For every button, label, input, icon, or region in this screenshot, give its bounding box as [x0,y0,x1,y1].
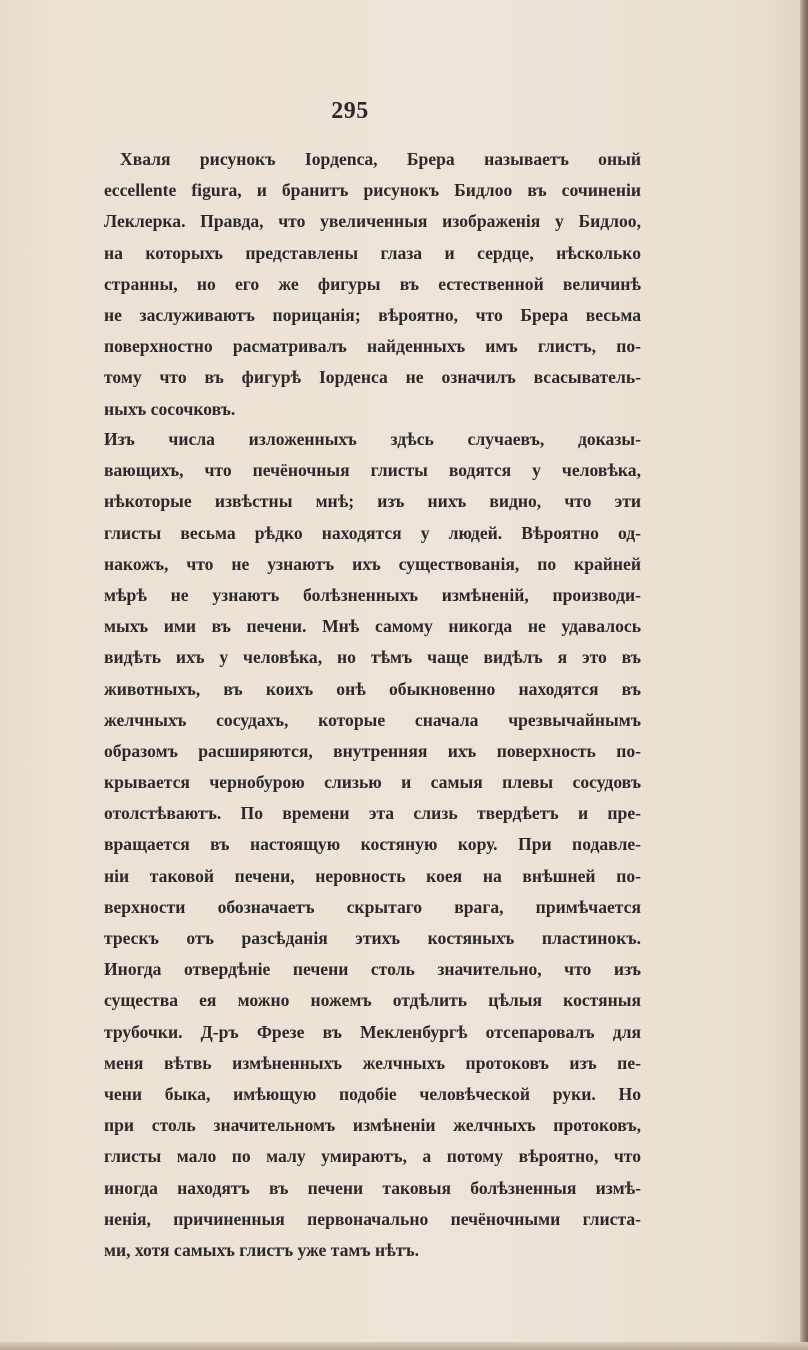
text-line: верхности обозначаетъ скрытаго врага, примѣчается [104,896,641,917]
text-line: нѣкоторые извѣстны мнѣ; изъ нихъ видно, что эти [104,491,641,512]
text-line: чени быка, имѣющую подобіе человѣческой руки. Но [104,1083,641,1104]
text-line: на которыхъ представлены глаза и сердце, нѣсколько [104,242,641,263]
text-line: ныхъ сосочковъ. [104,398,236,419]
text-line: крывается чернобурою слизью и самыя плевы сосудовъ [104,772,641,793]
paragraph-2 [104,424,641,1266]
text-line: Иногда отвердѣніе печени столь значительно, что изъ [104,959,641,980]
text-line: трубочки. Д-ръ Фрезе въ Мекленбургѣ отсепаровалъ для [104,1021,641,1042]
page-bottom-edge [0,1342,808,1350]
text-line: Леклерка. Правда, что увеличенныя изображенія у Бидлоо, [104,211,641,232]
text-line: ненія, причиненныя первоначально печёночными глиста- [104,1208,641,1229]
text-line: при столь значительномъ измѣненіи желчныхъ протоковъ, [104,1115,641,1136]
paragraph-1 [104,144,641,425]
text-line: животныхъ, въ коихъ онѣ обыкновенно находятся въ [104,678,641,699]
text-line: тому что въ фигурѣ Іорденса не означилъ всасыватель- [104,367,641,388]
text-line: желчныхъ сосудахъ, которые сначала чрезвычайнымъ [104,709,641,730]
text-line: глисты мало по малу умираютъ, а потому вѣроятно, что [104,1146,641,1167]
text-line: накожъ, что не узнаютъ ихъ существованія, по крайней [104,553,641,574]
text-line: иногда находятъ въ печени таковыя болѣзненныя измѣ- [104,1177,641,1198]
text-line: видѣть ихъ у человѣка, но тѣмъ чаще видѣлъ я это въ [104,647,641,668]
text-line: глисты весьма рѣдко находятся у людей. Вѣроятно од- [104,522,641,543]
text-line: вающихъ, что печёночныя глисты водятся у человѣка, [104,460,641,481]
text-line: вращается въ настоящую костяную кору. При подавле- [104,834,641,855]
text-line: ми, хотя самыхъ глистъ уже тамъ нѣтъ. [104,1239,420,1260]
text-line: не заслуживаютъ порицанія; вѣроятно, что Брера весьма [104,304,641,325]
text-line: существа ея можно ножемъ отдѣлить цѣлыя костяныя [104,990,641,1011]
text-line: мыхъ ими въ печени. Мнѣ самому никогда не удавалось [104,616,641,637]
text-line: ніи таковой печени, неровность коея на внѣшней по- [104,865,641,886]
text-line: Изъ числа изложенныхъ здѣсь случаевъ, доказы- [104,429,641,449]
text-line: странны, но его же фигуры въ естественной величинѣ [104,273,641,294]
text-line: образомъ расширяются, внутренняя ихъ поверхность по- [104,740,641,761]
text-line: мѣрѣ не узнаютъ болѣзненныхъ измѣненій, производи- [104,584,641,605]
text-line: отолстѣваютъ. По времени эта слизь твердѣетъ и пре- [104,803,641,824]
page-number: 295 [331,98,369,124]
page-edge-shadow [800,0,808,1350]
text-line: Хваля рисунокъ Іордenca, Брера называетъ оный [120,149,641,169]
text-line: поверхностно расматривалъ найденныхъ имъ глистъ, по- [104,336,641,357]
text-line: меня вѣтвь измѣненныхъ желчныхъ протоковъ изъ пе- [104,1052,641,1073]
text-line: eccellente figura, и бранитъ рисунокъ Бидлоо въ сочиненіи [104,180,641,201]
text-line: трескъ отъ разсѣданія этихъ костяныхъ пластинокъ. [104,928,641,948]
